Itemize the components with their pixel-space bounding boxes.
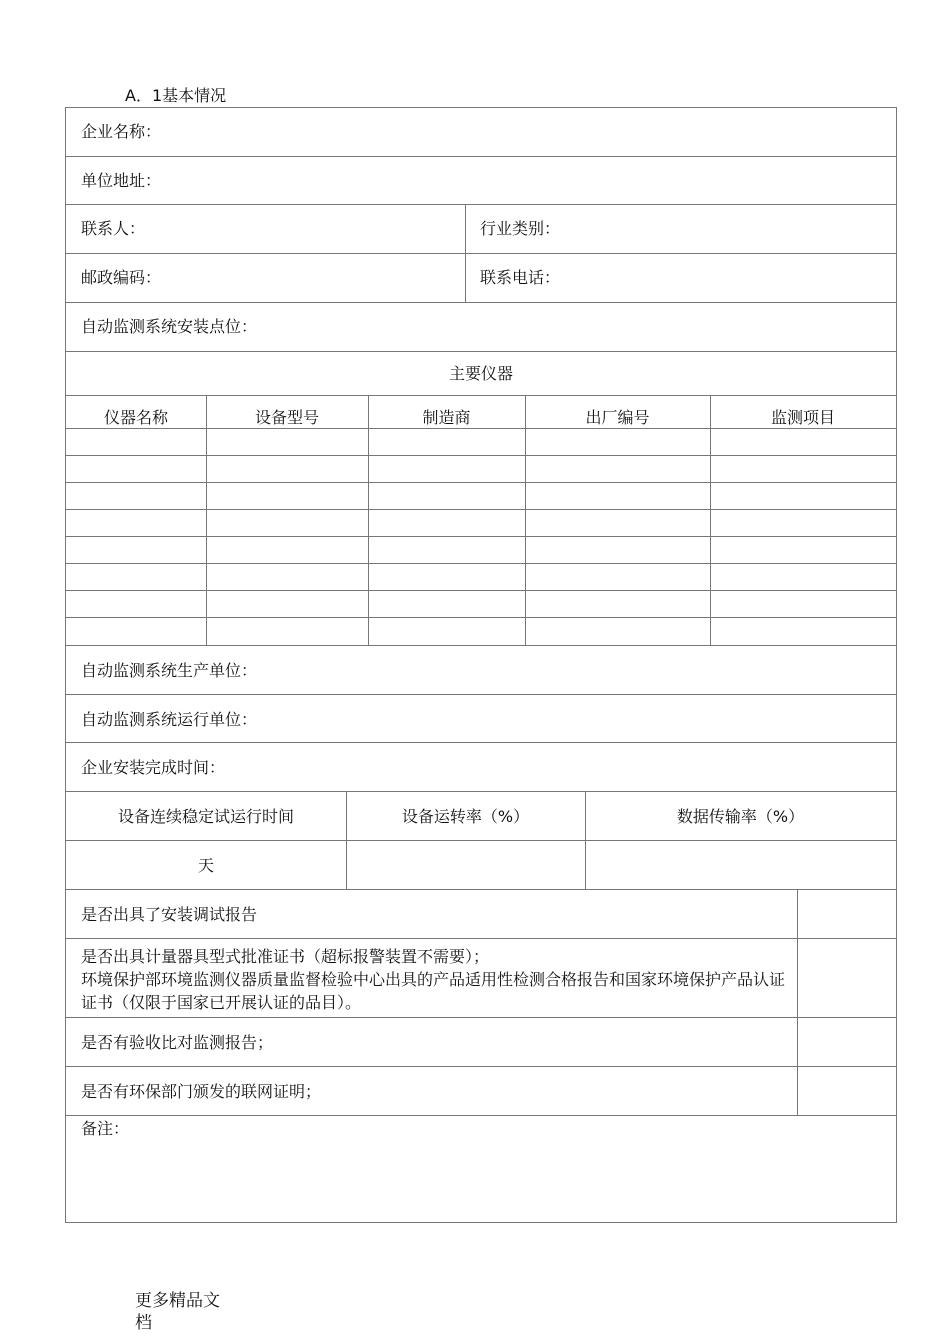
row-company-name <box>66 108 896 157</box>
instruments-table <box>66 396 896 646</box>
table-row-line <box>66 617 896 618</box>
operation-rate-header: 设备运转率（%） <box>401 807 530 826</box>
check-certificates-text <box>81 945 791 1014</box>
table-row-line <box>66 536 896 537</box>
table-row-line <box>66 455 896 456</box>
operator-label: 自动监测系统运行单位： <box>81 710 258 729</box>
checkbox-cell-divider <box>797 890 798 938</box>
row-check-certificates <box>66 939 896 1018</box>
row-install-location <box>66 303 896 352</box>
table-row-line <box>66 563 896 564</box>
row-check-acceptance-report <box>66 1018 896 1067</box>
check-certificates-line2: 环境保护部环境监测仪器质量监督检验中心出具的产品适用性检测合格报告和国家环境保护产品认证证书（仅限于国家已开展认证的品目）。 <box>81 970 786 1012</box>
row-check-commissioning-report <box>66 890 896 939</box>
phone-label: 联系电话： <box>480 268 561 287</box>
checkbox-cell-divider <box>797 1067 798 1115</box>
install-date-label: 企业安装完成时间： <box>81 758 226 777</box>
header-serial-number: 出厂编号 <box>585 408 650 427</box>
header-monitor-items: 监测项目 <box>770 408 835 427</box>
header-model: 设备型号 <box>254 408 319 427</box>
basic-info-form <box>65 107 897 1223</box>
row-instruments-title <box>66 352 896 396</box>
row-producer <box>66 646 896 695</box>
check-certificates-line1: 是否出具计量器具型式批准证书（超标报警装置不需要）； <box>81 947 490 966</box>
company-name-label: 企业名称： <box>81 122 162 141</box>
trial-run-time-header: 设备连续稳定试运行时间 <box>117 807 294 826</box>
row-operator <box>66 695 896 743</box>
install-location-label: 自动监测系统安装点位： <box>81 317 258 336</box>
header-instrument-name: 仪器名称 <box>103 408 168 427</box>
row-postal <box>66 254 896 303</box>
check-commissioning-label: 是否出具了安装调试报告 <box>81 905 258 924</box>
address-label: 单位地址： <box>81 171 162 190</box>
row-metrics-values <box>66 841 896 890</box>
row-check-network-proof <box>66 1067 896 1116</box>
checkbox-cell-divider <box>797 939 798 1017</box>
contact-person-label: 联系人： <box>81 219 146 238</box>
check-network-label: 是否有环保部门颁发的联网证明； <box>81 1082 322 1101</box>
table-row-line <box>66 428 896 429</box>
section-title: A．1基本情况 <box>125 86 227 105</box>
table-row-line <box>66 509 896 510</box>
grid-col-divider <box>368 396 369 645</box>
column-divider <box>346 841 347 889</box>
row-install-date <box>66 743 896 792</box>
column-divider <box>585 841 586 889</box>
grid-col-divider <box>525 396 526 645</box>
checkbox-cell-divider <box>797 1018 798 1066</box>
row-remarks <box>66 1116 896 1222</box>
grid-col-divider <box>710 396 711 645</box>
row-contact <box>66 205 896 254</box>
footer-text: 更多精品文档 <box>135 1291 220 1333</box>
table-row-line <box>66 590 896 591</box>
table-row-line <box>66 482 896 483</box>
row-metrics-header <box>66 792 896 841</box>
check-acceptance-label: 是否有验收比对监测报告； <box>81 1033 274 1052</box>
column-divider <box>465 254 466 302</box>
postal-code-label: 邮政编码： <box>81 268 162 287</box>
header-manufacturer: 制造商 <box>422 408 471 427</box>
transmission-rate-header: 数据传输率（%） <box>676 807 805 826</box>
industry-label: 行业类别： <box>480 219 561 238</box>
grid-col-divider <box>206 396 207 645</box>
row-address <box>66 157 896 205</box>
column-divider <box>465 205 466 253</box>
producer-label: 自动监测系统生产单位： <box>81 661 258 680</box>
instruments-title: 主要仪器 <box>448 364 513 383</box>
days-unit: 天 <box>197 856 214 875</box>
remarks-label: 备注： <box>81 1119 130 1138</box>
